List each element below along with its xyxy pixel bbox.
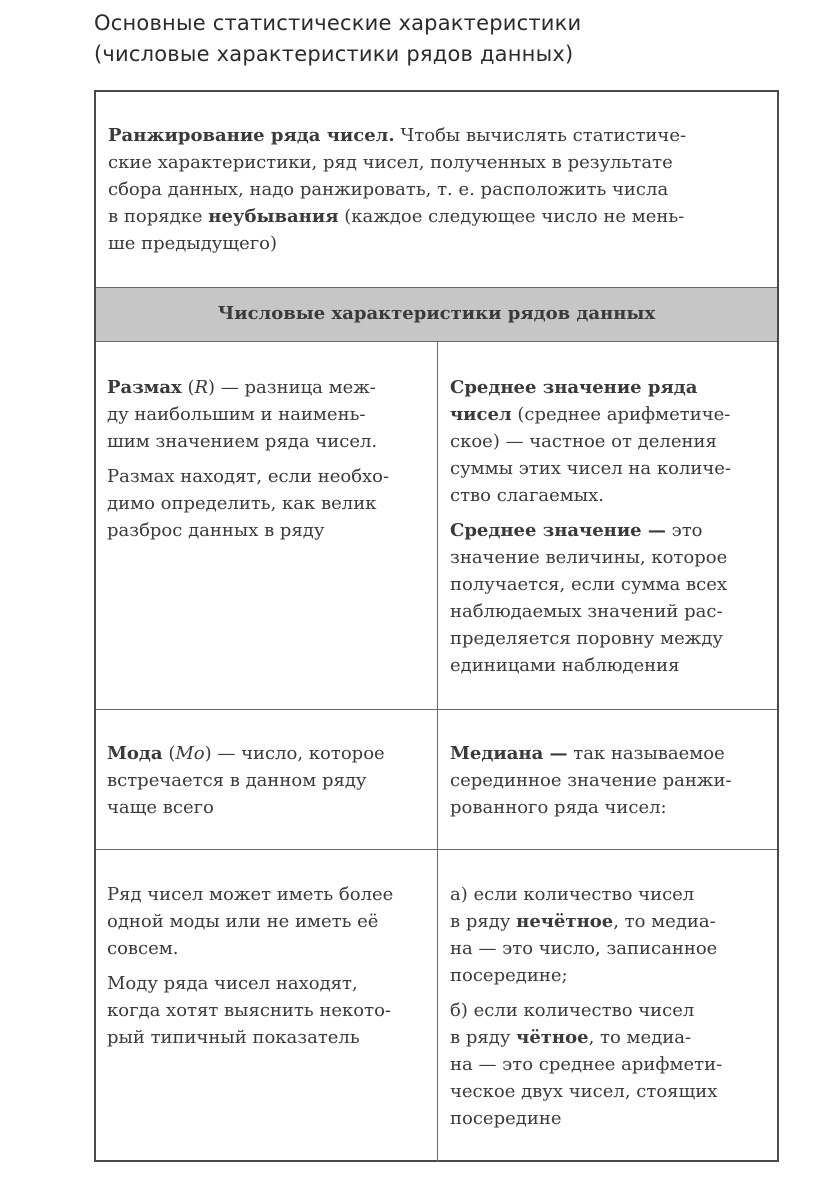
median-cell: Медиана — так называемое серединное значение ранжи- рованного ряда чисел: [450,743,732,818]
mode-cell: Мода (Mo) — число, которое встречается в данном ряду чаще всего [107,743,385,818]
section-header: Числовые характеристики рядов данных [217,303,656,324]
divider [96,287,777,288]
mean-term: Среднее значение ряда [450,377,698,398]
mean-cell: Среднее значение ряда чисел (среднее арифметиче- ское) — частное от деления суммы этих чисел на количе- ство слагаемых. Среднее значение — это значение величины, которое получается, если сумма всех наблюдаемых значений рас- пределяется поровну между единицами наблюдения [450,374,768,679]
median-rules-cell [450,881,768,1132]
median-term: Медиана — [450,743,568,764]
mode-term: Мода [107,743,163,764]
intro-cell: Ранжирование ряда чисел. Чтобы вычислять статистиче- ские характеристики, ряд чисел, полученных в результате сбора данных, надо ранжировать, т. е. расположить числа в порядке неубывания (каждое следующее число не мень- ше предыдущего) [108,125,687,254]
page-title-line-1: Основные статистические характеристики [94,11,582,35]
page-title [94,8,794,70]
mode-notes-cell: Ряд чисел может иметь более одной моды или не иметь её совсем. Моду ряда чисел находят, когда хотят выяснить некото- рый типичный показатель [107,884,394,1048]
page-title-line-2: (числовые характеристики рядов данных) [94,42,574,66]
mean-alt-term: Среднее значение — [450,520,666,541]
range-term: Размах [107,377,182,398]
range-cell: Размах (R) — разница меж- ду наибольшим и наимень- шим значением ряда чисел. Размах находят, если необхо- димо определить, как велик разброс данных в ряду [107,377,390,541]
intro-term: Ранжирование ряда чисел. [108,125,395,146]
median-rule-even: б) если количество чисел в ряду чётное, то медиа- на — это среднее арифмети- ческое двух чисел, стоящих посередине [450,1000,723,1129]
column-divider [437,341,438,1162]
median-rule-odd: а) если количество чисел в ряду нечётное, то медиа- на — это число, записанное посередине; [450,884,718,986]
characteristics-table [94,90,779,1162]
range-symbol: R [194,377,209,398]
mode-symbol: Mo [175,743,205,764]
